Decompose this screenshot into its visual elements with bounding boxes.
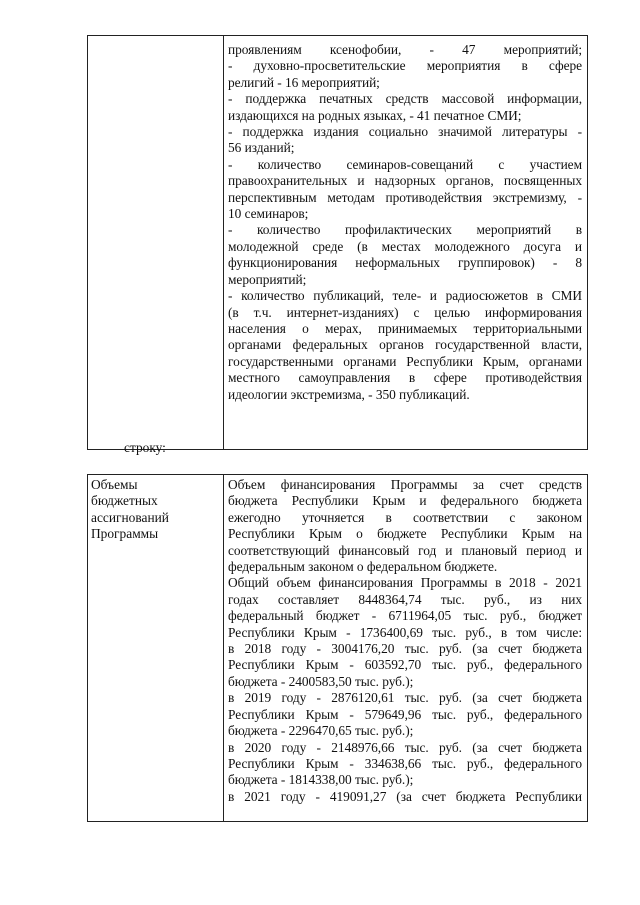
text-line: в 2021 году - 419091,27 (за счет бюджета Республики <box>228 788 582 804</box>
text-line: мероприятий; <box>228 271 307 287</box>
text-line: Общий объем финансирования Программы в 2018 - 2021 <box>228 575 582 591</box>
table2-left-cell <box>88 475 224 822</box>
text-line: Республики Крым о бюджете Республики Крым на <box>228 526 582 542</box>
text-line: издающихся на родных языках, - 41 печатное СМИ; <box>228 107 522 123</box>
text-line: Республики Крым - 579649,96 тыс. руб., федерального <box>228 706 582 722</box>
text-line: перспективным методам противодействия экстремизму, - <box>228 189 582 205</box>
row-label-line: Объемы <box>91 477 138 492</box>
text-line: функционирования неформальных группировок) - 8 <box>228 255 582 271</box>
text-line: религий - 16 мероприятий; <box>228 74 380 90</box>
text-line: федеральный бюджет - 6711964,05 тыс. руб., бюджет <box>228 608 582 624</box>
table1-left-cell <box>88 36 224 450</box>
text-line: федеральным законом о федеральном бюджете. <box>228 559 498 575</box>
text-line: - духовно-просветительские мероприятия в сфере <box>228 58 582 74</box>
program-table-budget <box>87 474 588 822</box>
text-line: проявлениям ксенофобии, - 47 мероприятий; <box>228 42 582 57</box>
between-label: строку: <box>124 440 166 455</box>
text-line: (в т.ч. интернет-изданиях) с целью информирования <box>228 304 582 320</box>
text-line: бюджета - 2296470,65 тыс. руб.); <box>228 723 414 739</box>
text-line: Объем финансирования Программы за счет средств <box>228 477 582 492</box>
text-line: в 2019 году - 2876120,61 тыс. руб. (за счет бюджета <box>228 690 582 706</box>
table1-right-cell <box>224 36 588 450</box>
text-line: Республики Крым - 603592,70 тыс. руб., федерального <box>228 657 582 673</box>
text-line: в 2018 году - 3004176,20 тыс. руб. (за счет бюджета <box>228 641 582 657</box>
text-line: бюджета Республики Крым и федерального бюджета <box>228 493 582 509</box>
text-line: ежегодно уточняется в соответствии с законом <box>228 509 582 525</box>
text-line: бюджета - 1814338,00 тыс. руб.); <box>228 772 414 788</box>
table2-right-cell <box>224 475 588 822</box>
text-line: государственными органами Республики Крым, органами <box>228 353 582 369</box>
text-line: органами федеральных органов государственной власти, <box>228 337 582 353</box>
text-line: Республики Крым - 1736400,69 тыс. руб., в том числе: <box>228 624 582 640</box>
text-line: - поддержка печатных средств массовой информации, <box>228 91 582 107</box>
text-line: 10 семинаров; <box>228 206 309 222</box>
text-line: годах составляет 8448364,74 тыс. руб., из них <box>228 591 582 607</box>
text-line: бюджета - 2400583,50 тыс. руб.); <box>228 673 414 689</box>
row-label-line: бюджетных <box>91 493 158 509</box>
row-label-line: Программы <box>91 526 159 542</box>
text-line: - количество семинаров-совещаний с участием <box>228 156 582 172</box>
row-label-line: ассигнований <box>91 509 169 525</box>
text-line: 56 изданий; <box>228 140 295 156</box>
text-line: местного самоуправления в сфере противодействия <box>228 370 582 386</box>
text-line: молодежной среде (в местах молодежного досуга и <box>228 238 582 254</box>
text-line: в 2020 году - 2148976,66 тыс. руб. (за счет бюджета <box>228 739 582 755</box>
text-line: населения о мерах, принимаемых территориальными <box>228 320 582 336</box>
text-line: идеологии экстремизма, - 350 публикаций. <box>228 386 470 402</box>
text-line: правоохранительных и надзорных органов, посвященных <box>228 173 582 189</box>
program-table-top <box>87 35 588 450</box>
text-line: - количество публикаций, теле- и радиосюжетов в СМИ <box>228 288 582 304</box>
text-line: соответствующий финансовый год и плановый период и <box>228 542 582 558</box>
text-line: Республики Крым - 334638,66 тыс. руб., федерального <box>228 755 582 771</box>
text-line: - поддержка издания социально значимой литературы - <box>228 124 582 140</box>
text-line: - количество профилактических мероприятий в <box>228 222 582 238</box>
